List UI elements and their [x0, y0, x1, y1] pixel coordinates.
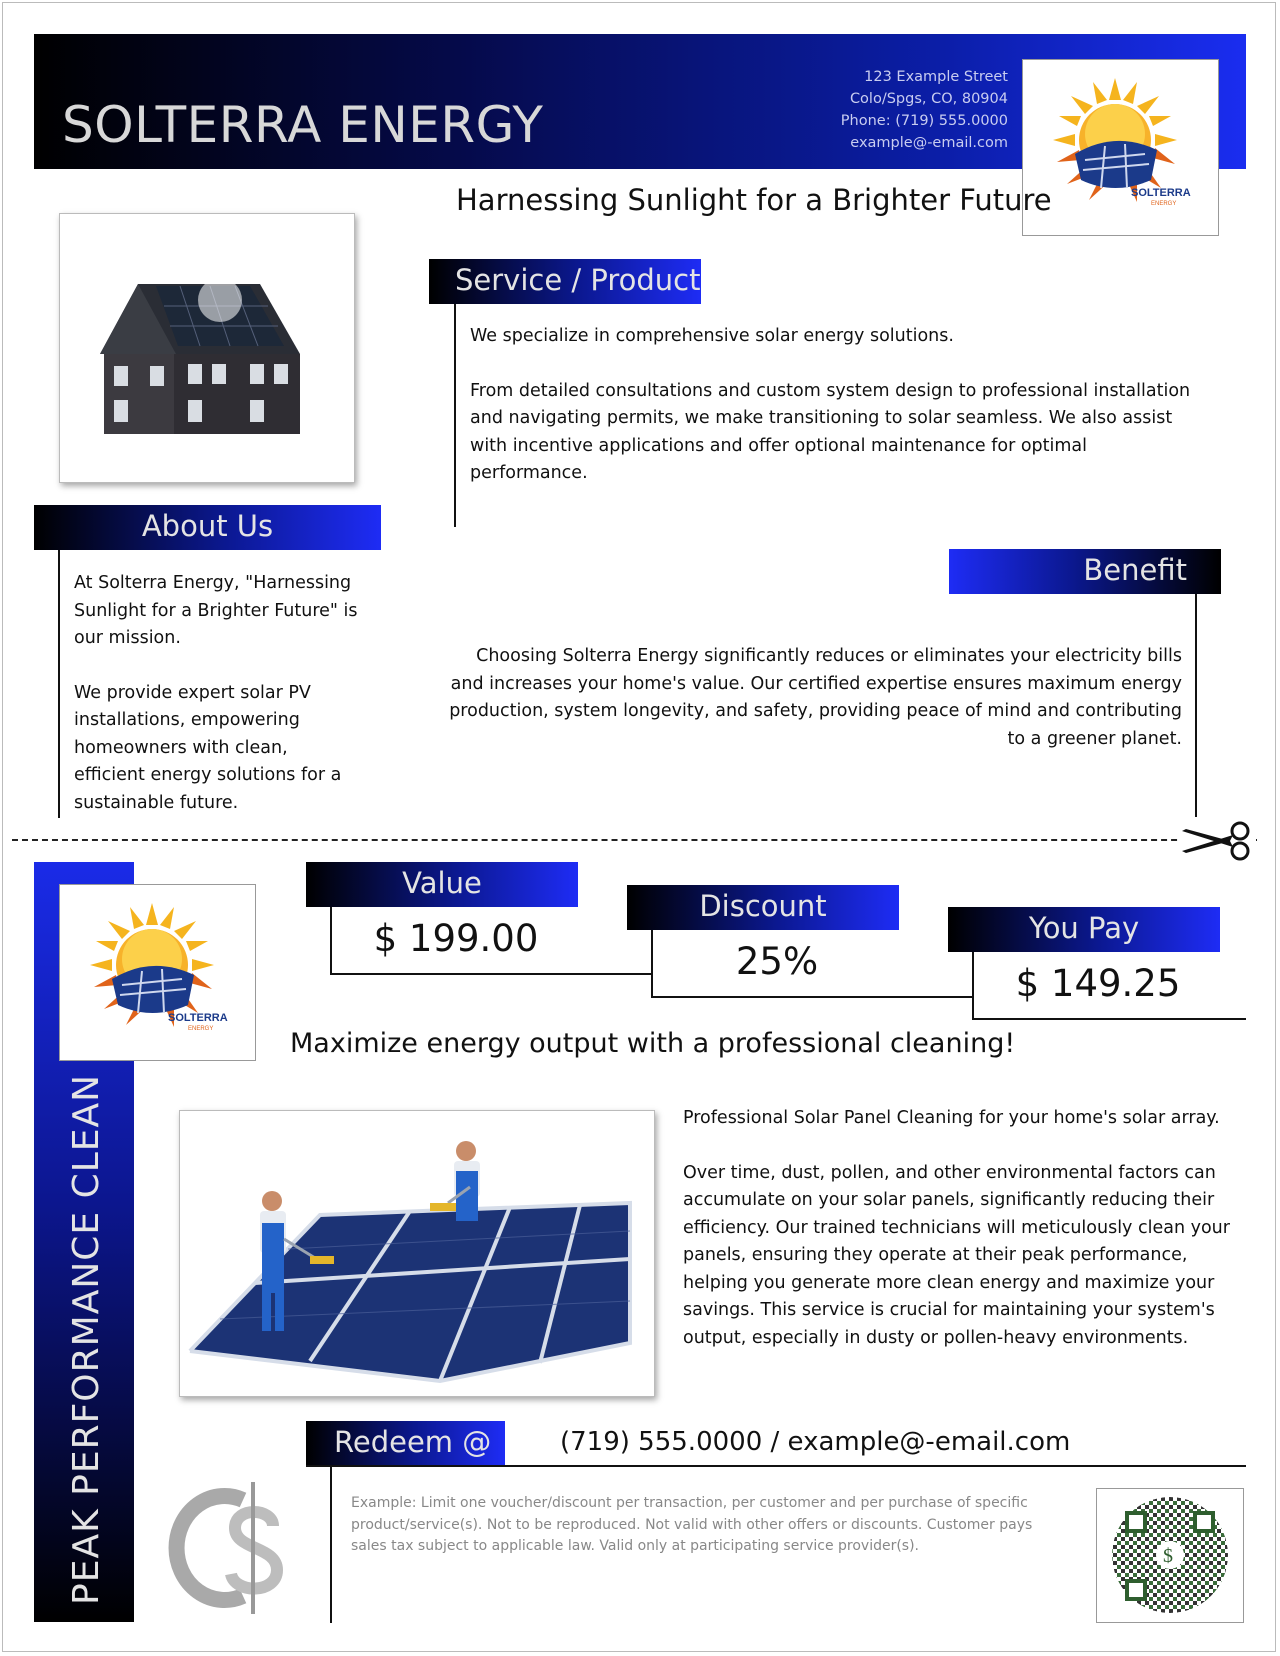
- solterra-sun-logo: [60, 885, 255, 1060]
- fine-print: Example: Limit one voucher/discount per transaction, per customer and per purchase of specific product/service(s). Not to be reproduced. Not valid with other offers or discounts. Customer pays sales tax subject to applicable law. Valid only at participating service provider(s).: [351, 1495, 1033, 1554]
- solterra-sun-logo: [1023, 60, 1218, 235]
- service-divider: [454, 304, 456, 527]
- contact-block: [841, 66, 1008, 154]
- svg-text:$: $: [1163, 1545, 1173, 1567]
- you-pay-hline: [972, 1018, 1246, 1020]
- discount-header: Discount: [627, 885, 899, 930]
- about-divider: [58, 550, 60, 818]
- you-pay-amount: $ 149.25: [1015, 962, 1181, 1005]
- coupon-desc1: Professional Solar Panel Cleaning for your home's solar array.: [683, 1108, 1220, 1128]
- service-para2: From detailed consultations and custom system design to professional installation and navigating permits, we make transitioning to solar seamless. We also assist with incentive applications and offer optional maintenance for optimal performance.: [470, 380, 1191, 483]
- logo-subtext: ENERGY: [1151, 201, 1177, 207]
- service-header: Service / Product: [429, 259, 701, 304]
- coupon-headline: Maximize energy output with a professional cleaning!: [290, 1028, 1016, 1059]
- coupon-description: [683, 1105, 1233, 1352]
- redeem-hline: [306, 1465, 1246, 1467]
- qr-code-icon[interactable]: [1096, 1488, 1244, 1623]
- house-image: [60, 214, 354, 482]
- phone: Phone: (719) 555.0000: [840, 113, 1008, 129]
- worker-right: [430, 1141, 480, 1221]
- coupon-logo: [59, 884, 256, 1061]
- about-para2: We provide expert solar PV installations, empowering homeowners with clean, efficient energy solutions for a sustainable future.: [74, 682, 342, 813]
- service-para1: We specialize in comprehensive solar energy solutions.: [470, 326, 954, 346]
- address-line2: Colo/Spgs, CO, 80904: [849, 91, 1008, 107]
- cleaning-image: [180, 1111, 654, 1396]
- logo-text: SOLTERRA: [1131, 187, 1191, 199]
- redeem-header: Redeem @: [306, 1421, 505, 1466]
- about-para1: At Solterra Energy, "Harnessing Sunlight for a Brighter Future" is our mission.: [74, 573, 358, 648]
- brand-name: SOLTERRA ENERGY: [62, 96, 544, 154]
- tagline: Harnessing Sunlight for a Brighter Future: [456, 183, 1052, 217]
- discount-hline: [651, 996, 973, 998]
- cs-monogram-logo: [165, 1478, 295, 1618]
- you-pay-header: You Pay: [948, 907, 1220, 952]
- address-line1: 123 Example Street: [864, 69, 1008, 85]
- redeem-vline: [330, 1466, 332, 1623]
- benefit-header: Benefit: [949, 549, 1221, 594]
- about-header: About Us: [34, 505, 381, 550]
- cleaning-photo: [179, 1110, 655, 1397]
- coupon-side-title: PEAK PERFORMANCE CLEAN: [66, 1073, 107, 1605]
- discount-amount: 25%: [735, 940, 819, 983]
- logo-text: SOLTERRA: [168, 1012, 228, 1024]
- service-body: [470, 323, 1200, 488]
- cut-line: [12, 839, 1257, 841]
- benefit-text: Choosing Solterra Energy significantly reduces or eliminates your electricity bills and increases your home's value. Our certified expertise ensures maximum energy production, system longevity, and safety, providing peace of mind and contributing to a greener planet.: [449, 646, 1182, 749]
- redeem-contact[interactable]: (719) 555.0000 / example@-email.com: [560, 1427, 1071, 1457]
- value-hline: [330, 973, 652, 975]
- scissors-icon: [1178, 817, 1256, 865]
- value-header: Value: [306, 862, 578, 907]
- benefit-divider: [1195, 594, 1197, 820]
- email[interactable]: example@-email.com: [850, 135, 1008, 151]
- house-photo: [59, 213, 355, 483]
- coupon-desc2: Over time, dust, pollen, and other environmental factors can accumulate on your solar panels, significantly reducing their efficiency. Our trained technicians will meticulously clean your panels, ensuring they operate at their peak performance, helping you generate more clean energy and maximize your savings. This service is crucial for maintaining your system's output, especially in dusty or pollen-heavy environments.: [683, 1162, 1230, 1348]
- about-body: [74, 570, 364, 817]
- value-amount: $ 199.00: [373, 917, 539, 960]
- logo-subtext: ENERGY: [188, 1026, 214, 1032]
